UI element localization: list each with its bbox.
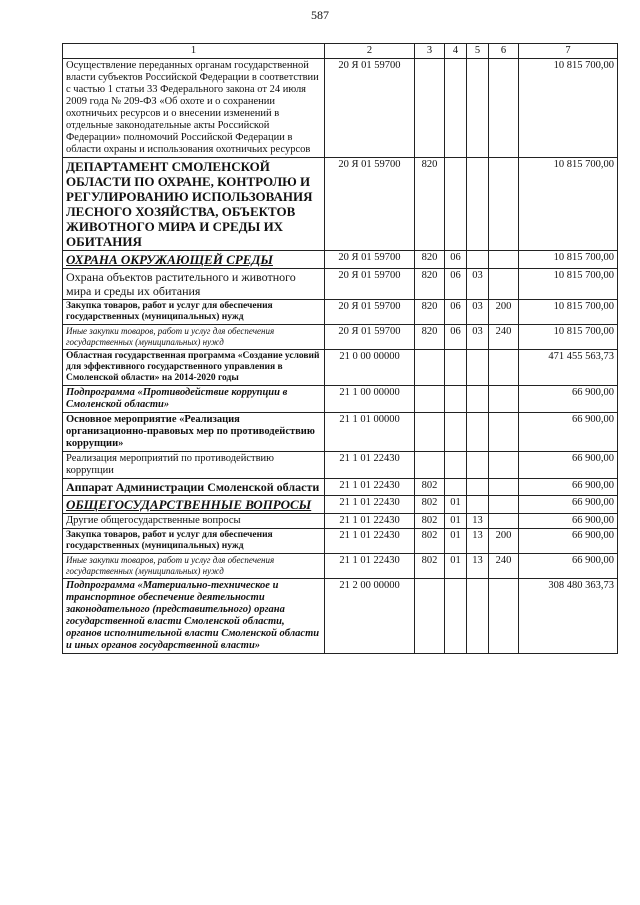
row-gr-cell: 802 xyxy=(415,529,445,554)
row-razd-cell: 06 xyxy=(445,300,467,325)
table-row xyxy=(63,269,618,300)
row-vid-cell xyxy=(489,514,519,529)
row-sum-cell: 10 815 700,00 xyxy=(519,325,618,350)
table-row xyxy=(63,496,618,514)
row-podr-cell: 03 xyxy=(467,269,489,300)
row-gr-cell: 802 xyxy=(415,554,445,579)
row-sum-cell: 66 900,00 xyxy=(519,529,618,554)
row-code-cell: 20 Я 01 59700 xyxy=(325,251,415,269)
row-podr-cell xyxy=(467,579,489,654)
row-vid-cell: 200 xyxy=(489,300,519,325)
row-code-cell: 20 Я 01 59700 xyxy=(325,269,415,300)
row-razd-cell xyxy=(445,452,467,479)
row-razd-cell xyxy=(445,386,467,413)
table-row xyxy=(63,579,618,654)
table-row xyxy=(63,554,618,579)
row-podr-cell: 13 xyxy=(467,514,489,529)
row-gr-cell: 820 xyxy=(415,251,445,269)
row-name-cell: Закупка товаров, работ и услуг для обеспечения государственных (муниципальных) нужд xyxy=(63,529,325,554)
row-code-cell: 21 1 01 22430 xyxy=(325,514,415,529)
row-podr-cell xyxy=(467,158,489,251)
row-sum-cell: 66 900,00 xyxy=(519,386,618,413)
row-code-cell: 21 1 01 22430 xyxy=(325,452,415,479)
row-name-cell: ОХРАНА ОКРУЖАЮЩЕЙ СРЕДЫ xyxy=(63,251,325,269)
row-gr-cell xyxy=(415,452,445,479)
row-podr-cell xyxy=(467,350,489,386)
row-sum-cell: 66 900,00 xyxy=(519,554,618,579)
row-podr-cell: 13 xyxy=(467,554,489,579)
row-razd-cell: 01 xyxy=(445,514,467,529)
row-sum-cell: 10 815 700,00 xyxy=(519,300,618,325)
row-vid-cell xyxy=(489,452,519,479)
table-row xyxy=(63,300,618,325)
row-sum-cell: 471 455 563,73 xyxy=(519,350,618,386)
table-row xyxy=(63,158,618,251)
header-cell: 7 xyxy=(519,44,618,59)
row-name-cell: Реализация мероприятий по противодействию коррупции xyxy=(63,452,325,479)
row-sum-cell: 66 900,00 xyxy=(519,479,618,496)
row-vid-cell xyxy=(489,269,519,300)
row-code-cell: 21 1 01 22430 xyxy=(325,554,415,579)
row-sum-cell: 66 900,00 xyxy=(519,514,618,529)
row-code-cell: 21 2 00 00000 xyxy=(325,579,415,654)
row-name-cell: Подпрограмма «Противодействие коррупции в Смоленской области» xyxy=(63,386,325,413)
row-code-cell: 21 1 01 22430 xyxy=(325,479,415,496)
row-name-cell: Основное мероприятие «Реализация организационно-правовых мер по противодействию коррупции» xyxy=(63,413,325,452)
row-name-cell: ОБЩЕГОСУДАРСТВЕННЫЕ ВОПРОСЫ xyxy=(63,496,325,514)
header-cell: 3 xyxy=(415,44,445,59)
row-code-cell: 20 Я 01 59700 xyxy=(325,158,415,251)
row-name-cell: Охрана объектов растительного и животного мира и среды их обитания xyxy=(63,269,325,300)
row-vid-cell xyxy=(489,59,519,158)
row-sum-cell: 308 480 363,73 xyxy=(519,579,618,654)
row-name-cell: Иные закупки товаров, работ и услуг для обеспечения государственных (муниципальных) нужд xyxy=(63,325,325,350)
row-gr-cell xyxy=(415,579,445,654)
row-name-cell: Областная государственная программа «Создание условий для эффективного государственного управления в Смоленской области» на 2014-2020 годы xyxy=(63,350,325,386)
row-razd-cell: 06 xyxy=(445,251,467,269)
row-razd-cell xyxy=(445,158,467,251)
row-vid-cell xyxy=(489,479,519,496)
row-code-cell: 21 1 01 00000 xyxy=(325,413,415,452)
row-vid-cell xyxy=(489,158,519,251)
row-sum-cell: 10 815 700,00 xyxy=(519,158,618,251)
row-podr-cell xyxy=(467,479,489,496)
row-sum-cell: 10 815 700,00 xyxy=(519,269,618,300)
row-gr-cell xyxy=(415,350,445,386)
row-podr-cell xyxy=(467,251,489,269)
row-code-cell: 21 1 00 00000 xyxy=(325,386,415,413)
header-cell: 5 xyxy=(467,44,489,59)
table-row xyxy=(63,479,618,496)
row-podr-cell xyxy=(467,59,489,158)
row-gr-cell xyxy=(415,59,445,158)
row-code-cell: 20 Я 01 59700 xyxy=(325,300,415,325)
row-vid-cell: 200 xyxy=(489,529,519,554)
row-gr-cell: 820 xyxy=(415,158,445,251)
row-podr-cell: 03 xyxy=(467,325,489,350)
table-row xyxy=(63,514,618,529)
header-cell: 4 xyxy=(445,44,467,59)
table-row xyxy=(63,529,618,554)
table-row xyxy=(63,452,618,479)
row-vid-cell xyxy=(489,350,519,386)
table-row xyxy=(63,386,618,413)
row-sum-cell: 66 900,00 xyxy=(519,452,618,479)
row-vid-cell xyxy=(489,579,519,654)
row-sum-cell: 10 815 700,00 xyxy=(519,251,618,269)
row-podr-cell: 13 xyxy=(467,529,489,554)
row-podr-cell xyxy=(467,452,489,479)
table-row xyxy=(63,413,618,452)
header-cell: 1 xyxy=(63,44,325,59)
row-gr-cell: 802 xyxy=(415,496,445,514)
row-name-cell: Осуществление переданных органам государственной власти субъектов Российской Федерации в соответствии с частью 1 статьи 33 Федерального закона от 24 июля 2009 года № 209-ФЗ «Об охоте и о сохранении охотничьих ресурсов и о внесении изменений в отдельные законодательные акты Российской Федерации» полномочий Российской Федерации в области охраны и использования охотничьих ресурсов xyxy=(63,59,325,158)
row-sum-cell: 66 900,00 xyxy=(519,496,618,514)
row-razd-cell xyxy=(445,350,467,386)
row-razd-cell xyxy=(445,579,467,654)
row-code-cell: 21 0 00 00000 xyxy=(325,350,415,386)
row-gr-cell: 802 xyxy=(415,514,445,529)
page-number: 587 xyxy=(311,8,329,22)
row-gr-cell xyxy=(415,413,445,452)
row-razd-cell: 01 xyxy=(445,529,467,554)
row-code-cell: 20 Я 01 59700 xyxy=(325,325,415,350)
row-name-cell: Подпрограмма «Материально-техническое и транспортное обеспечение деятельности законодательного (представительного) органа государственной власти Смоленской области, органов исполнительной власти Смоленской области и иных органов государственной власти» xyxy=(63,579,325,654)
row-name-cell: Другие общегосударственные вопросы xyxy=(63,514,325,529)
row-razd-cell: 01 xyxy=(445,496,467,514)
row-razd-cell xyxy=(445,479,467,496)
row-gr-cell: 802 xyxy=(415,479,445,496)
row-vid-cell xyxy=(489,251,519,269)
table-row xyxy=(63,350,618,386)
table-header-row xyxy=(63,44,618,59)
row-vid-cell: 240 xyxy=(489,325,519,350)
row-name-cell: Иные закупки товаров, работ и услуг для обеспечения государственных (муниципальных) нужд xyxy=(63,554,325,579)
row-gr-cell: 820 xyxy=(415,325,445,350)
row-razd-cell: 06 xyxy=(445,325,467,350)
row-gr-cell: 820 xyxy=(415,300,445,325)
row-razd-cell xyxy=(445,413,467,452)
table-row xyxy=(63,325,618,350)
row-name-cell: Закупка товаров, работ и услуг для обеспечения государственных (муниципальных) нужд xyxy=(63,300,325,325)
row-vid-cell xyxy=(489,496,519,514)
row-code-cell: 20 Я 01 59700 xyxy=(325,59,415,158)
row-gr-cell xyxy=(415,386,445,413)
row-podr-cell xyxy=(467,496,489,514)
row-vid-cell xyxy=(489,413,519,452)
row-podr-cell: 03 xyxy=(467,300,489,325)
row-name-cell: Аппарат Администрации Смоленской области xyxy=(63,479,325,496)
row-name-cell: ДЕПАРТАМЕНТ СМОЛЕНСКОЙ ОБЛАСТИ ПО ОХРАНЕ, КОНТРОЛЮ И РЕГУЛИРОВАНИЮ ИСПОЛЬЗОВАНИЯ ЛЕСНОГО ХОЗЯЙСТВА, ОБЪЕКТОВ ЖИВОТНОГО МИРА И СРЕДЫ ИХ ОБИТАНИЯ xyxy=(63,158,325,251)
row-razd-cell: 01 xyxy=(445,554,467,579)
row-sum-cell: 66 900,00 xyxy=(519,413,618,452)
row-code-cell: 21 1 01 22430 xyxy=(325,529,415,554)
budget-table xyxy=(62,43,618,654)
table-row xyxy=(63,59,618,158)
row-vid-cell xyxy=(489,386,519,413)
header-cell: 2 xyxy=(325,44,415,59)
row-podr-cell xyxy=(467,386,489,413)
row-razd-cell xyxy=(445,59,467,158)
row-code-cell: 21 1 01 22430 xyxy=(325,496,415,514)
row-vid-cell: 240 xyxy=(489,554,519,579)
row-gr-cell: 820 xyxy=(415,269,445,300)
header-cell: 6 xyxy=(489,44,519,59)
row-razd-cell: 06 xyxy=(445,269,467,300)
table-row xyxy=(63,251,618,269)
row-podr-cell xyxy=(467,413,489,452)
row-sum-cell: 10 815 700,00 xyxy=(519,59,618,158)
